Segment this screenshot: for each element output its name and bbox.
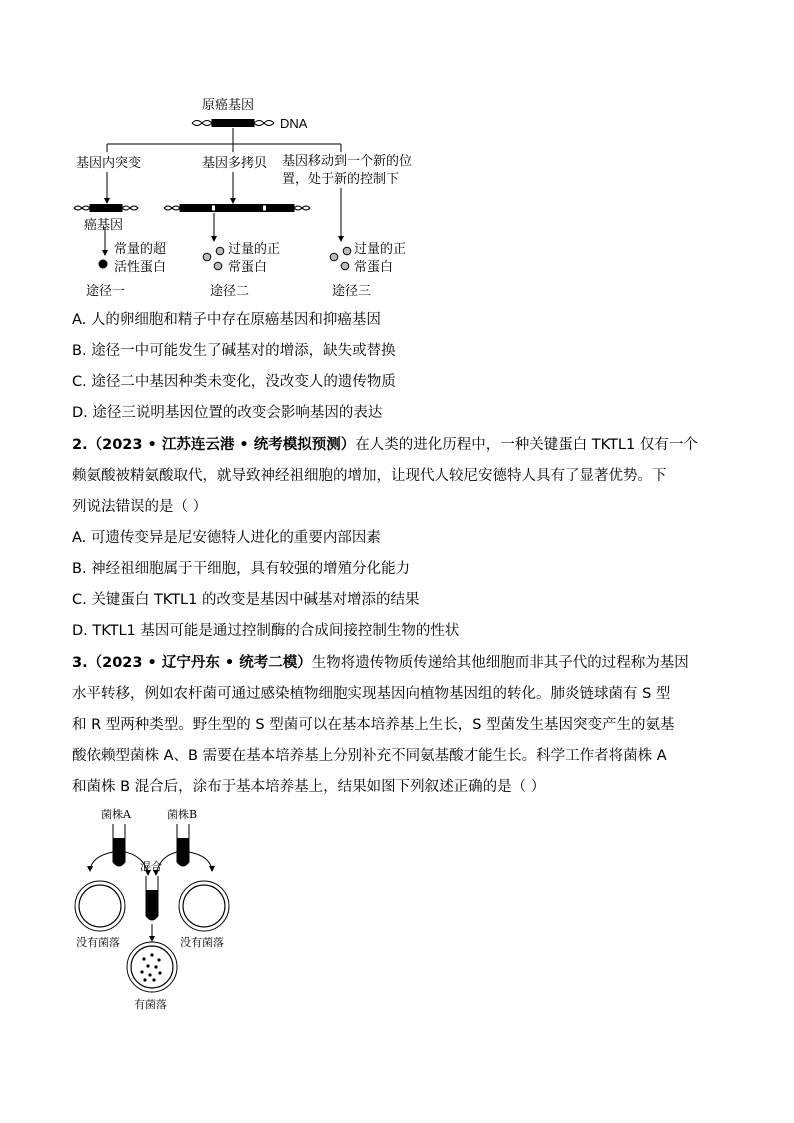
path3-label: 途径三 [332,284,372,299]
path1-label: 途径一 [86,284,126,299]
no-colony-right-label: 没有菌落 [180,936,224,949]
bacteria-mixing-lines [70,804,250,1014]
branch-amplification-label: 基因多拷贝 [202,156,268,171]
result3-label-2: 常蛋白 [354,260,394,275]
q2-option-c: C. 关键蛋白 TKTL1 的改变是基因中碱基对增添的结果 [72,592,420,608]
q2-option-d: D. TKTL1 基因可能是通过控制酶的合成间接控制生物的性状 [72,623,460,639]
q3-number: 3. [72,655,88,671]
proto-oncogene-label: 原癌基因 [202,98,255,113]
q2-number: 2. [72,437,88,453]
q2-stem-line1 [72,435,698,455]
q2-option-b: B. 神经祖细胞属于干细胞，具有较强的增殖分化能力 [72,561,411,577]
dna-helix-top [192,120,274,127]
mixed-tube-icon [146,876,158,920]
strain-a-label: 菌株A [101,808,131,821]
dna-label: DNA [280,116,308,131]
hyperactive-protein-dot [99,260,108,269]
plate-left-icon [75,881,125,931]
result1-label-2: 活性蛋白 [114,260,167,275]
q3-stem-line5: 和菌株 B 混合后，涂布于基本培养基上，结果如图下列叙述正确的是（ ） [72,779,546,795]
result2-label-1: 过量的正 [228,242,281,257]
q3-source: （2023 • 辽宁丹东 • 统考二模） [87,655,312,671]
strain-b-label: 菌株B [167,808,198,821]
mix-label: 混合 [140,860,162,873]
normal-protein-dots-2 [203,247,224,270]
dna-helix-oncogene [74,205,138,212]
q3-stem-line3: 和 R 型两种类型。野生型的 S 型菌可以在基本培养基上生长，S 型菌发生基因突变产生的氨基 [72,717,675,733]
q2-stem-line3: 列说法错误的是（ ） [72,499,208,515]
result2-label-2: 常蛋白 [228,260,268,275]
path2-label: 途径二 [210,284,250,299]
q1-option-c: C. 途径二中基因种类未变化，没改变人的遗传物质 [72,374,396,390]
branch-mutation-label: 基因内突变 [76,156,142,171]
normal-protein-dots-3 [330,247,351,270]
tube-b-icon [177,824,189,866]
q2-line1: 在人类的进化历程中，一种关键蛋白 TKTL1 仅有一个 [355,437,698,453]
no-colony-left-label: 没有菌落 [76,936,120,949]
q2-option-a: A. 可遗传变异是尼安德特人进化的重要内部因素 [72,530,381,546]
plate-right-icon [179,881,229,931]
q1-option-d: D. 途径三说明基因位置的改变会影响基因的表达 [72,405,383,421]
q1-option-b: B. 途径一中可能发生了碱基对的增添，缺失或替换 [72,343,396,359]
q2-stem-line2: 赖氨酸被精氨酸取代，就导致神经祖细胞的增加，让现代人较尼安德特人具有了显著优势。下 [72,468,667,484]
branch-relocation-label-2: 置，处于新的控制下 [282,172,400,187]
q1-option-a: A. 人的卵细胞和精子中存在原癌基因和抑癌基因 [72,312,381,328]
q3-stem-line2: 水平转移，例如农杆菌可通过感染植物细胞实现基因向植物基因组的转化。肺炎链球菌有 S 型 [72,686,671,702]
has-colony-label: 有菌落 [134,998,167,1011]
plate-bottom-icon [127,942,177,992]
tube-a-icon [113,824,125,866]
q3-stem-line1 [72,653,689,673]
branch-relocation-label-1: 基因移动到一个新的位 [282,154,413,169]
result3-label-1: 过量的正 [354,242,407,257]
q3-line1: 生物将遗传物质传递给其他细胞而非其子代的过程称为基因 [311,655,689,671]
oncogene-diagram [60,92,440,302]
dna-helix-multicopy [164,205,310,212]
oncogene-label: 癌基因 [84,218,124,233]
q2-source: （2023 • 江苏连云港 • 统考模拟预测） [87,437,356,453]
q3-stem-line4: 酸依赖型菌株 A、B 需要在基本培养基上分别补充不同氨基酸才能生长。科学工作者将菌株 A [72,748,667,764]
result1-label-1: 常量的超 [114,242,167,257]
bacteria-mixing-diagram [70,804,250,1014]
